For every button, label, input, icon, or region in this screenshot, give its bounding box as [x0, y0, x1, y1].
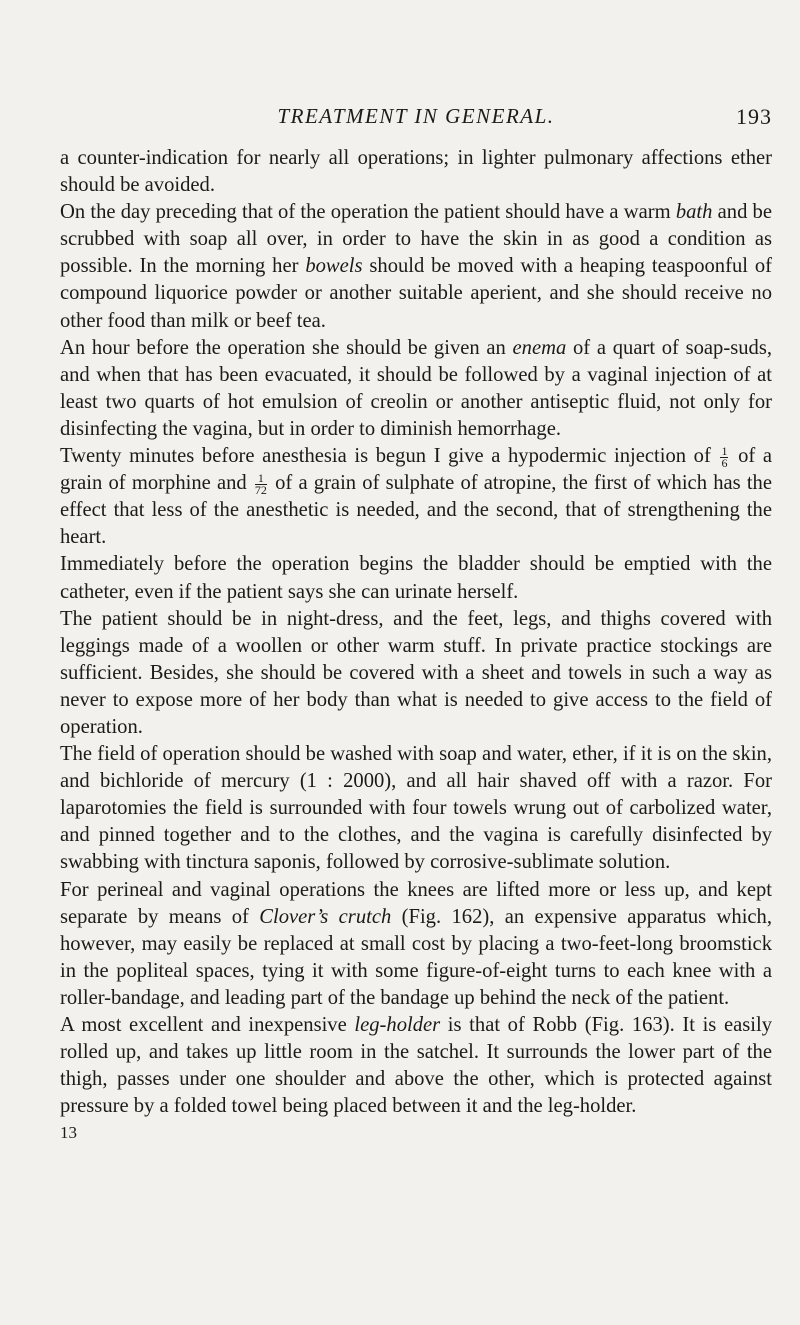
- paragraph-text: (Fig. 162), an expensive apparatus which, however, may easily be replaced at small cost by placing a two-feet-long broomstick in the popliteal spaces, tying it with some figure-of-eight turns to each knee with a roller-bandage, and leading part of the bandage up behind the neck of the patient.: [60, 905, 772, 1009]
- paragraph-8: [60, 877, 772, 1012]
- paragraph-text: of a grain of morphine and: [60, 445, 772, 495]
- body-text: [60, 145, 772, 1144]
- paragraph-text: A most excellent and inexpensive: [60, 1014, 355, 1036]
- fraction-morphine: [720, 443, 728, 470]
- fraction-atropine: [254, 470, 267, 497]
- paragraph-text: a counter-indication for nearly all operations; in lighter pulmonary affections ether should be avoided.: [60, 147, 772, 197]
- paragraph-text: For perineal and vaginal operations the knees are lifted more or less up, and kept separate by means of: [60, 878, 772, 928]
- emphasis-clovers-crutch: Clover’s crutch: [259, 905, 392, 928]
- emphasis-bath: bath: [675, 201, 713, 224]
- paragraph-text: and be scrubbed with soap all over, in order to have the skin in as good a condition as possible. In the morning her: [60, 201, 772, 278]
- paragraph-text: is that of Robb (Fig. 163). It is easily rolled up, and takes up little room in the satchel. It surrounds the lower part of the thigh, passes under one shoulder and above the other, which is protected against pressure by a folded towel being placed between it and the leg-holder.: [60, 1014, 772, 1118]
- fraction-numerator: 1: [255, 473, 267, 485]
- paragraph-text: of a grain of sulphate of atropine, the first of which has the effect that less of the anesthetic is needed, and the second, that of strengthening the heart.: [60, 472, 772, 549]
- paragraph-text: of a quart of soap-suds, and when that has been evacuated, it should be followed by a vaginal injection of at least two quarts of hot emulsion of creolin or another antiseptic fluid, not only for disinfecting the vagina, but in order to diminish hemorrhage.: [60, 336, 772, 440]
- fraction-numerator: 1: [721, 443, 728, 458]
- paragraph-text: On the day preceding that of the operation the patient should have a warm: [60, 201, 676, 224]
- fraction-denominator: 72: [254, 482, 267, 497]
- paragraph-6: [60, 606, 772, 741]
- paragraph-text: The patient should be in night-dress, and the feet, legs, and thighs covered with leggings made of a woollen or other warm stuff. In private practice stockings are sufficient. Besides, she should be covered with a sheet and towels in such a way as never to expose more of her body than what is needed to give access to the field of operation.: [60, 607, 772, 738]
- paragraph-text: An hour before the operation she should be given an: [60, 336, 513, 359]
- paragraph-text: Immediately before the operation begins the bladder should be emptied with the catheter, even if the patient says she can urinate herself.: [60, 553, 772, 603]
- page-number: 193: [736, 104, 772, 129]
- paragraph-3: [60, 335, 772, 443]
- emphasis-leg-holder: leg-holder: [354, 1014, 441, 1036]
- paragraph-2: [60, 199, 772, 334]
- paragraph-4: [60, 443, 772, 551]
- fraction-denominator: 6: [721, 455, 728, 470]
- emphasis-enema: enema: [512, 336, 567, 359]
- running-title: TREATMENT IN GENERAL.: [277, 104, 555, 128]
- paragraph-text: The field of operation should be washed with soap and water, ether, if it is on the skin, and bichloride of mercury (1 : 2000), and all hair shaved off with a razor. For laparotomies the field is surrounded with four towels wrung out of carbolized water, and pinned together and to the clothes, and the vagina is carefully disinfected by swabbing with tinctura saponis, followed by corrosive-sublimate solution.: [60, 743, 772, 874]
- emphasis-bowels: bowels: [305, 255, 363, 278]
- paragraph-text: Twenty minutes before anesthesia is begun I give a hypodermic injection of: [60, 445, 719, 468]
- paragraph-1: [60, 145, 772, 199]
- signature-mark: 13: [60, 1123, 77, 1143]
- running-head: [60, 104, 772, 134]
- paragraph-7: [60, 741, 772, 876]
- paragraph-9: [60, 1012, 772, 1120]
- paragraph-text: should be moved with a heaping teaspoonful of compound liquorice powder or another suitable aperient, and she should receive no other food than milk or beef tea.: [60, 255, 772, 332]
- paragraph-5: [60, 551, 772, 605]
